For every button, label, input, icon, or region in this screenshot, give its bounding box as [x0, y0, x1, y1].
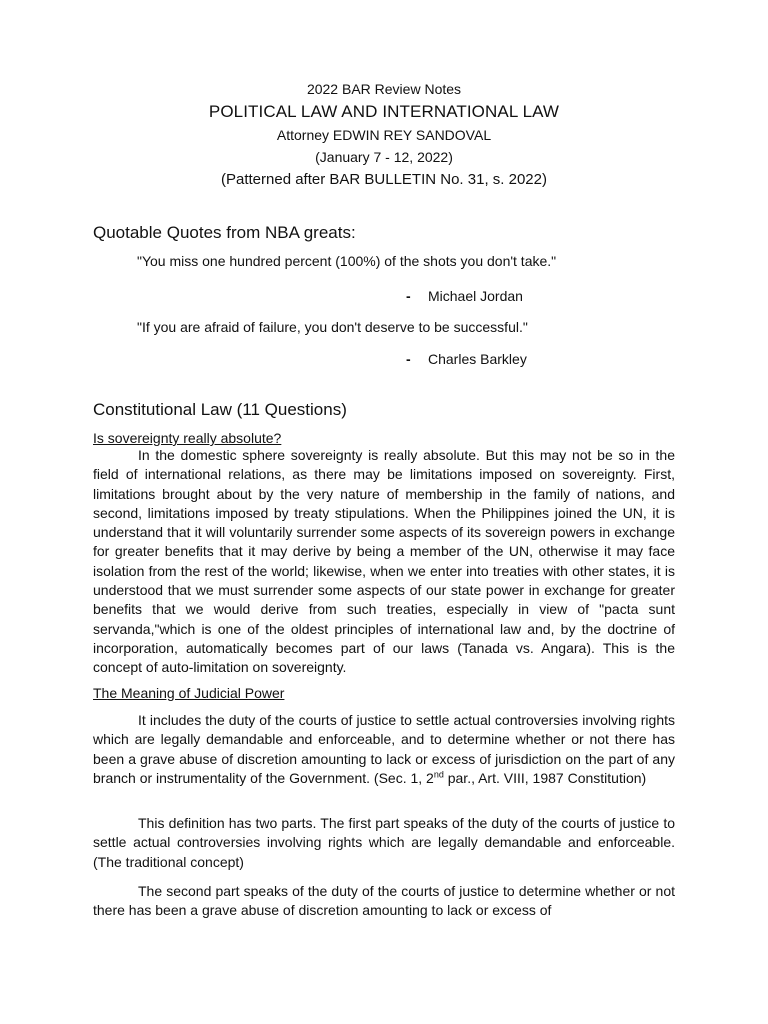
- attribution-dash: -: [406, 288, 411, 304]
- judicial-power-heading: The Meaning of Judicial Power: [93, 685, 285, 701]
- review-notes-label: 2022 BAR Review Notes: [306, 81, 462, 97]
- attribution-name: Charles Barkley: [428, 351, 527, 367]
- document-header: [0, 78, 768, 192]
- attribution-barkley: [406, 349, 527, 369]
- ordinal-suffix: nd: [433, 769, 444, 780]
- judicial-power-text-end: par., Art. VIII, 1987 Constitution): [443, 769, 647, 786]
- date-range: (January 7 - 12, 2022): [315, 149, 453, 165]
- second-part-paragraph: The second part speaks of the duty of the courts of justice to determine whether or not there has been a grave abuse of discretion amounting to lack or excess of: [93, 883, 675, 919]
- quotes-heading: Quotable Quotes from NBA greats:: [93, 223, 356, 242]
- quote-jordan: "You miss one hundred percent (100%) of the shots you don't take.": [137, 253, 557, 269]
- pattern-note: (Patterned after BAR BULLETIN No. 31, s. 2022): [221, 171, 547, 188]
- attribution-jordan: [406, 286, 523, 306]
- judicial-power-text: It includes the duty of the courts of justice to settle actual controversies involving rights which are legally demandable and enforceable, and to determine whether or not there has been a grave abuse of discretion amounting to lack or excess of jurisdiction on the part of any branch or instrumentality of the Government. (Sec. 1, 2: [93, 712, 675, 786]
- definition-parts-paragraph: This definition has two parts. The first part speaks of the duty of the courts of justice to settle actual controversies involving rights which are legally demandable and enforceable. (The traditional concept): [93, 815, 675, 870]
- constitutional-law-heading: Constitutional Law (11 Questions): [93, 400, 347, 419]
- attribution-dash: -: [406, 351, 411, 367]
- quote-barkley: "If you are afraid of failure, you don't deserve to be successful.": [137, 319, 528, 335]
- sovereignty-heading: Is sovereignty really absolute?: [93, 430, 282, 446]
- document-title: POLITICAL LAW AND INTERNATIONAL LAW: [208, 102, 560, 121]
- author-line: Attorney EDWIN REY SANDOVAL: [276, 127, 492, 143]
- sovereignty-paragraph: In the domestic sphere sovereignty is really absolute. But this may not be so in the field of international relations, as there may be limitations imposed on sovereignty. First, limitations brought about by the very nature of membership in the family of nations, and second, limitations imposed by treaty stipulations. When the Philippines joined the UN, it is understand that it will voluntarily surrender some aspects of its sovereign powers in exchange for greater benefits that it may derive by being a member of the UN, otherwise it may face isolation from the rest of the world; likewise, when we enter into treaties with other states, it is understood that we must surrender some aspects of our state power in exchange for greater benefits that we would derive from such treaties, especially in view of "pacta sunt servanda,"which is one of the oldest principles of international law and, by the doctrine of incorporation, automatically becomes part of our laws (Tanada vs. Angara). This is the concept of auto-limitation on sovereignty.: [93, 447, 675, 676]
- judicial-power-paragraph: [93, 711, 675, 788]
- attribution-name: Michael Jordan: [428, 288, 523, 304]
